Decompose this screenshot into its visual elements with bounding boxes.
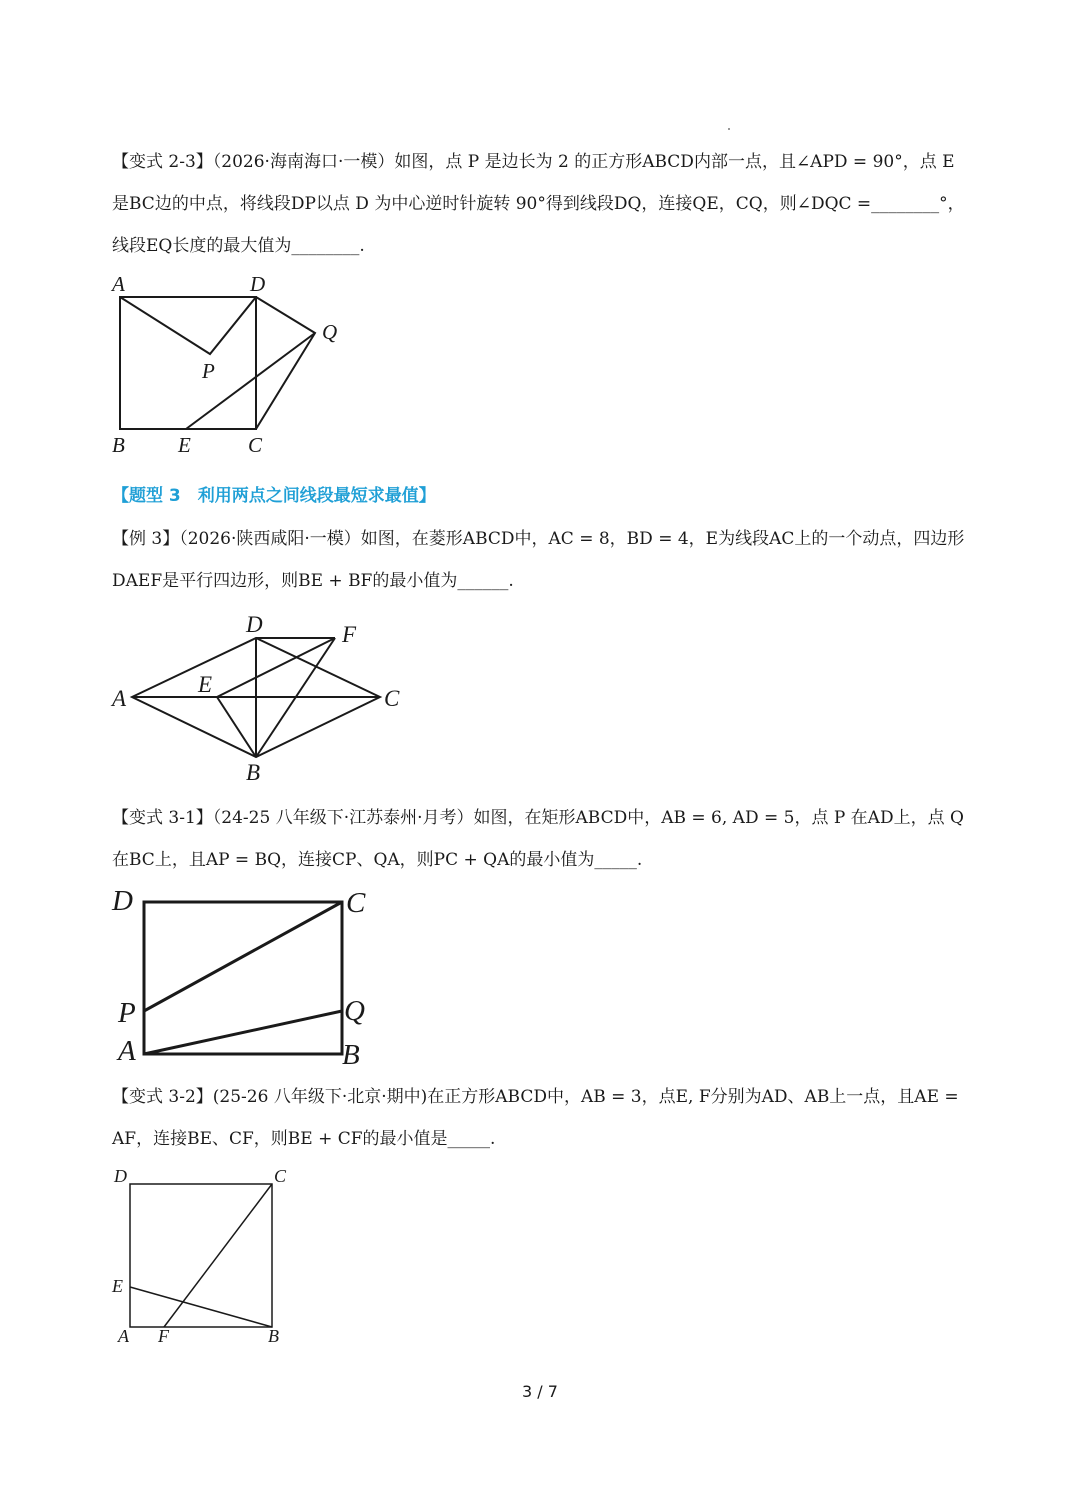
problem-variant-3-1: 【变式 3-1】（24-25 八年级下·江苏泰州·月考）如图，在矩形ABCD中，AB = 6, AD = 5，点 P 在AD上，点 Q 在BC上，且AP = BQ，连接CP、QA，则PC + QA的最小值为_____. xyxy=(112,808,970,870)
label-a: A xyxy=(118,1326,129,1346)
square-abcd xyxy=(120,297,256,429)
label-a: A xyxy=(118,1035,136,1067)
label-b: B xyxy=(246,760,261,785)
figure-rectangle-pq xyxy=(100,880,400,1070)
segment-be xyxy=(130,1287,272,1327)
label-c: C xyxy=(384,686,400,711)
segment-pc xyxy=(144,902,342,1011)
label-f: F xyxy=(342,622,357,647)
label-d: D xyxy=(114,1166,127,1186)
problem-example-3: 【例 3】（2026·陕西咸阳·一模）如图，在菱形ABCD中，AC = 8，BD = 4，E为线段AC上的一个动点，四边形DAEF是平行四边形，则BE + BF的最小值为______. xyxy=(112,529,965,591)
label-a: A xyxy=(112,272,125,296)
label-c: C xyxy=(346,887,366,919)
figure-square-ef xyxy=(100,1160,320,1360)
label-b: B xyxy=(342,1039,360,1071)
label-e: E xyxy=(198,672,213,697)
label-p: P xyxy=(118,997,136,1029)
label-d: D xyxy=(112,885,133,917)
label-c: C xyxy=(274,1166,287,1186)
section-title: 【题型 3 利用两点之间线段最短求最值】 xyxy=(112,486,436,506)
label-d: D xyxy=(246,612,263,637)
label-c: C xyxy=(248,433,263,457)
problem-variant-3-2: 【变式 3-2】(25-26 八年级下·北京·期中)在正方形ABCD中，AB = 3，点E, F分别为AD、AB上一点，且AE = AF，连接BE、CF，则BE + CF的最小值是_____. xyxy=(112,1087,965,1149)
label-e: E xyxy=(178,433,191,457)
label-b: B xyxy=(268,1326,279,1346)
segment-aq xyxy=(144,1011,342,1054)
figure-square-pq xyxy=(100,265,360,465)
page-number: 3 / 7 xyxy=(522,1382,558,1401)
label-f: F xyxy=(158,1326,169,1346)
label-q: Q xyxy=(344,995,365,1027)
label-p: P xyxy=(202,359,215,383)
label-q: Q xyxy=(322,320,338,344)
segment-cf xyxy=(164,1184,272,1327)
label-e: E xyxy=(112,1276,123,1296)
segments-dq-qc xyxy=(256,297,315,429)
label-b: B xyxy=(112,433,125,457)
square-abcd xyxy=(130,1184,272,1327)
segments-ap-pd xyxy=(120,297,256,354)
label-d: D xyxy=(250,272,266,296)
label-a: A xyxy=(112,686,127,711)
problem-variant-2-3: 【变式 2-3】（2026·海南海口·一模）如图，点 P 是边长为 2 的正方形ABCD内部一点，且∠APD = 90°，点 E 是BC边的中点，将线段DP以点 D 为中心逆时针旋转 90°得到线段DQ，连接QE，CQ，则∠DQC =________°，线段EQ长度的最大值为________. xyxy=(112,152,965,256)
speck xyxy=(728,128,730,130)
figure-rhombus xyxy=(100,610,420,790)
